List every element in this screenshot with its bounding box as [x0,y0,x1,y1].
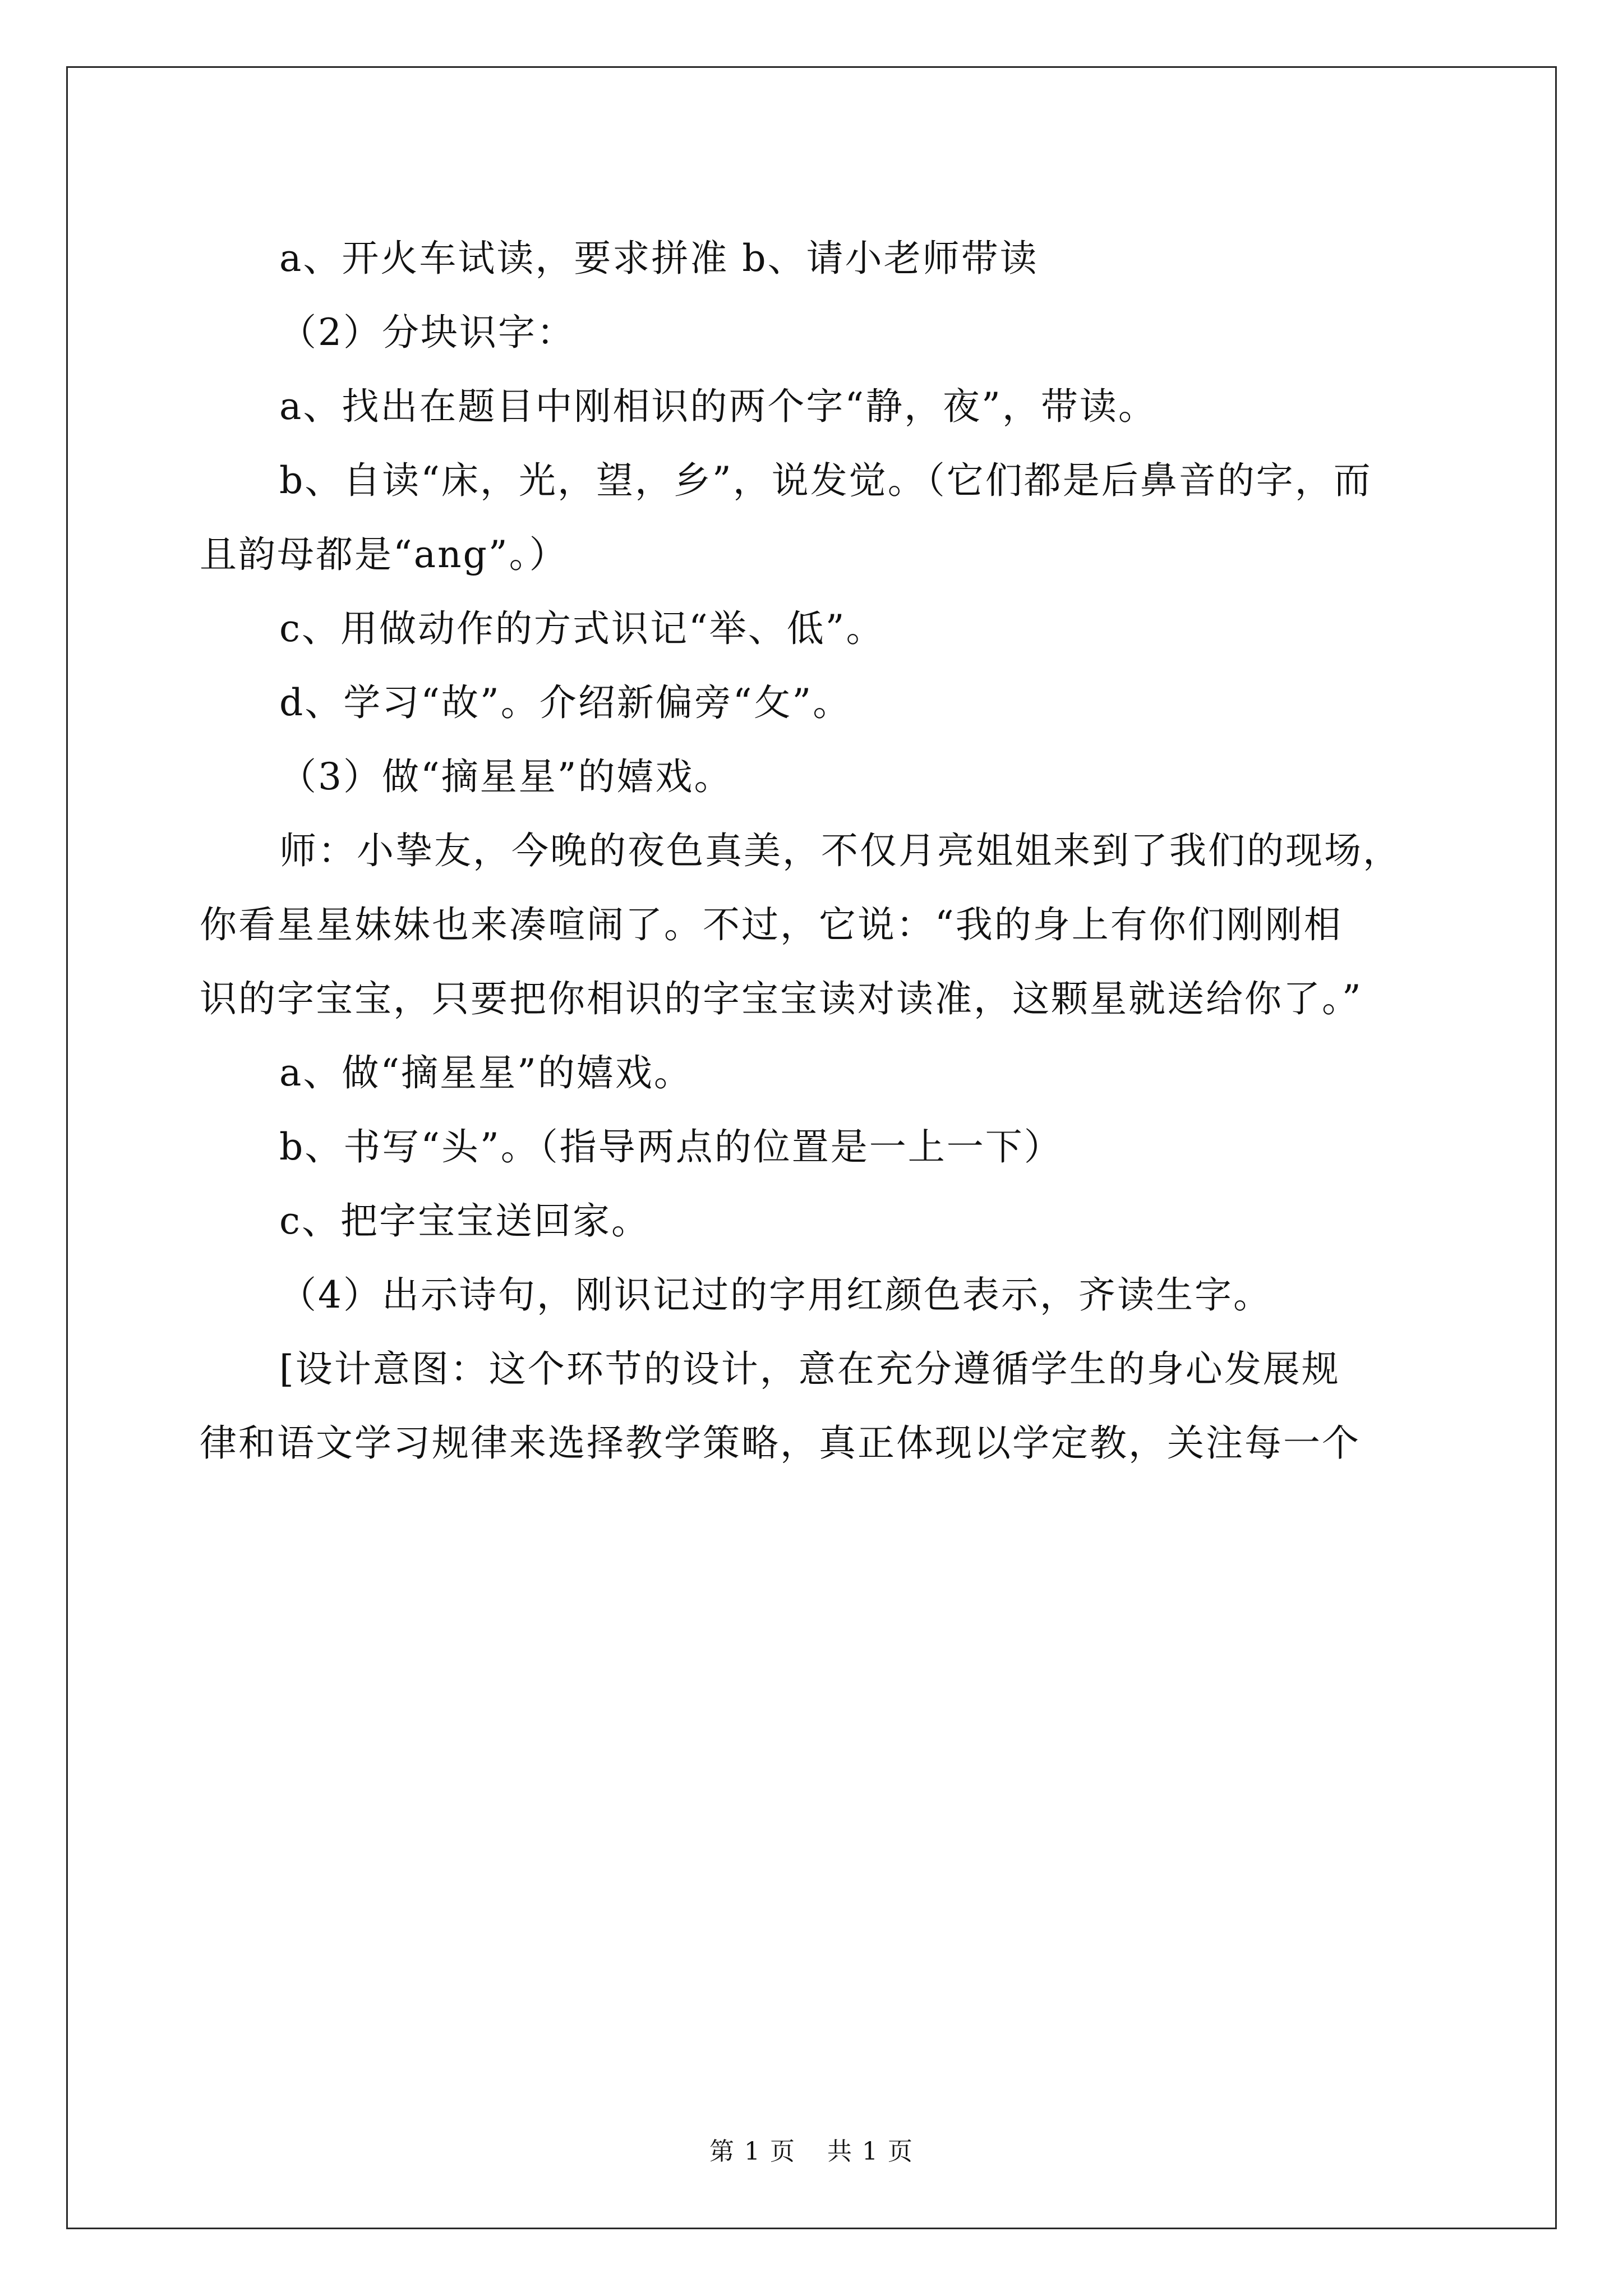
paragraph-line: [设计意图：这个环节的设计，意在充分遵循学生的身心发展规 [279,1347,1340,1391]
paragraph-line: （4）出示诗句，刚识记过的字用红颜色表示，齐读生字。 [279,1273,1272,1317]
paragraph-line: 且韵母都是“ang”。） [200,533,568,576]
paragraph-line: 律和语文学习规律来选择教学策略，真正体现以学定教，关注每一个 [200,1421,1361,1465]
paragraph-line: a、做“摘星星”的嬉戏。 [279,1051,693,1094]
paragraph-line: （3）做“摘星星”的嬉戏。 [279,755,733,798]
paragraph-line: a、找出在题目中刚相识的两个字“静，夜”，带读。 [279,385,1157,428]
paragraph-line: 识的字宝宝，只要把你相识的字宝宝读对读准，这颗星就送给你了。” [200,977,1363,1020]
paragraph-line: c、把字宝宝送回家。 [279,1199,650,1243]
paragraph-line: （2）分块识字： [279,311,575,354]
page-number: 第 1 页 [709,2137,796,2166]
paragraph-line: b、书写“头”。（指导两点的位置是一上一下） [279,1125,1063,1168]
paragraph-line: a、开火车试读，要求拼准 b、请小老师带读 [279,237,1039,280]
document-body [200,222,1433,1480]
paragraph-line: b、自读“床，光，望，乡”，说发觉。（它们都是后鼻音的字，而 [279,459,1372,502]
page-total: 共 1 页 [827,2137,914,2166]
paragraph-line: d、学习“故”。介绍新偏旁“攵”。 [279,681,852,724]
page-footer [0,2136,1623,2168]
paragraph-line: c、用做动作的方式识记“举、低”。 [279,607,885,650]
paragraph-line: 师：小挚友，今晚的夜色真美，不仅月亮姐姐来到了我们的现场， [279,829,1401,872]
paragraph-line: 你看星星妹妹也来凑喧闹了。不过，它说：“我的身上有你们刚刚相 [200,903,1343,946]
